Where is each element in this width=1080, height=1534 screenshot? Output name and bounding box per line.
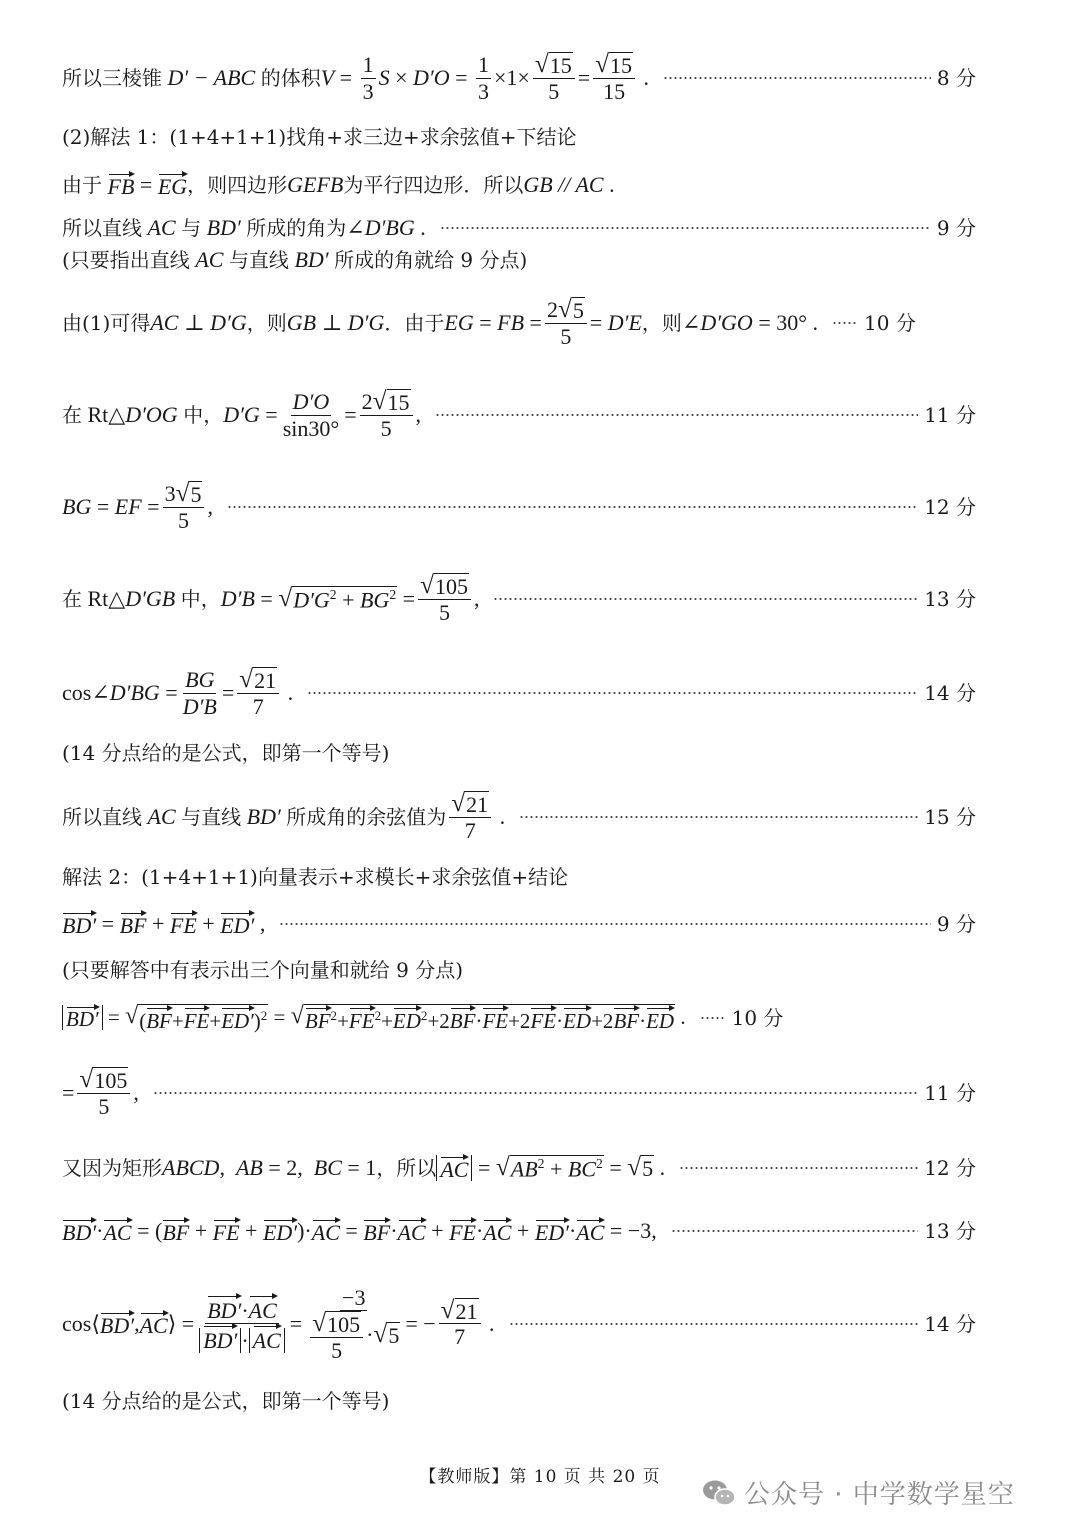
formula: ABCD , AB = 2, BC = 1 xyxy=(162,1155,377,1180)
text: 的体积 xyxy=(260,66,321,90)
line-cos-vector xyxy=(62,1274,976,1374)
leader-dots xyxy=(519,815,918,819)
line-cos xyxy=(62,664,976,722)
formula: EG = FB = 2 √ 5 5 = D′E xyxy=(444,295,642,349)
formula: AC = √ $AB^2 + BC^2$ = √ 5 . xyxy=(436,1155,665,1181)
text: 所以三棱锥 xyxy=(62,66,162,90)
leader-dots xyxy=(279,922,931,926)
line-dg xyxy=(62,386,976,444)
formula: D′B = √ $D'G^2 + BG^2$ = √ 105 5 , xyxy=(220,571,480,625)
score: 10 分 xyxy=(731,1006,784,1030)
formula: BD′ = √ $(BF+FE+ED')^2$ = √ $BF^2+FE^2+ED^2+2BF\cdot FE+2FE\cdot ED+2BF\cdot ED$ . xyxy=(62,1004,686,1032)
score: 8 分 xyxy=(936,66,976,90)
formula: AC xyxy=(142,804,182,829)
leader-dots xyxy=(153,1091,918,1095)
score: 14 分 xyxy=(924,1312,976,1336)
leader-dots xyxy=(832,321,858,325)
text: 中， xyxy=(183,403,224,427)
line-note-9b xyxy=(62,956,976,984)
text: 又因为矩形 xyxy=(62,1156,162,1180)
score: 10 分 xyxy=(864,311,916,335)
text: 中， xyxy=(180,587,221,611)
score: 12 分 xyxy=(924,1156,976,1180)
score: 9 分 xyxy=(936,216,976,240)
text: 与直线 xyxy=(228,248,289,272)
formula: cos⟨ BD′ , AC ⟩ = $\frac{BD'\cdot AC}{BD' \cdot AC}$ = −3 √ 105 5 · √ 5 = − √ 21 7 . xyxy=(62,1285,495,1363)
text: 由(1)可得 xyxy=(62,311,151,335)
watermark-text: 公众号 · 中学数学星空 xyxy=(744,1480,1015,1510)
line-method-1 xyxy=(62,124,976,150)
score: 12 分 xyxy=(924,495,976,519)
wechat-icon xyxy=(702,1479,736,1507)
score: 14 分 xyxy=(924,681,976,705)
text: 由于 xyxy=(62,173,102,197)
line-note-14 xyxy=(62,740,976,766)
text: ，所以 xyxy=(376,1156,437,1180)
line-rectangle xyxy=(62,1148,976,1188)
leader-dots xyxy=(227,505,918,509)
score: 11 分 xyxy=(924,1081,976,1105)
leader-dots xyxy=(663,76,931,80)
method-heading: (2)解法 1：(1+4+1+1)找角+求三边+求余弦值+下结论 xyxy=(62,125,577,149)
watermark xyxy=(702,1474,1015,1511)
line-conclusion xyxy=(62,788,976,846)
formula: GB ⊥ D′G xyxy=(286,310,385,335)
formula: Rt△ D′GB xyxy=(82,586,176,611)
page-footer: 【教师版】第 10 页 共 20 页 xyxy=(419,1467,661,1487)
formula: cos∠ D′BG = $\frac{BG}{D'B}$ = √ 21 7 . xyxy=(62,665,294,719)
leader-dots xyxy=(700,1016,726,1020)
text: ，则 xyxy=(641,311,682,335)
formula: BD′ xyxy=(241,804,287,829)
leader-dots xyxy=(679,1166,918,1170)
text: ，则四边形 xyxy=(187,173,288,197)
line-perp xyxy=(62,294,976,352)
text: ，则 xyxy=(246,311,287,335)
leader-dots xyxy=(493,597,918,601)
text: ．由于 xyxy=(384,311,445,335)
text: 为平行四边形．所以 xyxy=(343,173,524,197)
line-db xyxy=(62,570,976,628)
volume-formula: V = $\frac{1}{3}$ S × D′O = $\frac{1}{3}$ ×1× √ 15 5 = √ 15 15 . xyxy=(320,50,650,104)
score: 13 分 xyxy=(924,587,976,611)
line-modulus xyxy=(62,996,976,1040)
leader-dots xyxy=(440,226,931,230)
leader-dots xyxy=(307,691,918,695)
text: 在 xyxy=(62,403,82,427)
text: 在 xyxy=(62,587,82,611)
note: (14 分点给的是公式，即第一个等号) xyxy=(62,1389,390,1413)
score: 9 分 xyxy=(936,912,976,936)
line-parallelogram: 由于 FB = EG ，则四边形 GEFB 为平行四边形．所以 GB // AC . xyxy=(62,172,615,199)
text: 所以直线 xyxy=(62,216,142,240)
leader-dots xyxy=(671,1229,918,1233)
score: 13 分 xyxy=(924,1219,976,1243)
formula: GEFB xyxy=(287,172,344,197)
formula: BD′ xyxy=(288,247,335,272)
formula: AC xyxy=(142,215,182,240)
text: 与 xyxy=(181,216,202,240)
formula: AC xyxy=(189,247,229,272)
text: 所成的角为 xyxy=(246,216,347,240)
line-bg xyxy=(62,478,976,536)
score: 15 分 xyxy=(924,805,976,829)
text: 所成的角就给 9 分点) xyxy=(334,248,528,272)
formula: Rt△ D′OG xyxy=(82,402,178,427)
text: 与直线 xyxy=(181,805,242,829)
formula: BD′ = BF + FE + ED′ , xyxy=(62,911,266,938)
line-dot-product xyxy=(62,1214,976,1248)
formula: BD′ xyxy=(201,215,247,240)
line-note-14b xyxy=(62,1388,976,1414)
line-modulus-value xyxy=(62,1064,976,1122)
formula: D′ − ABC xyxy=(162,65,261,90)
text: 所以直线 xyxy=(62,805,142,829)
formula: ∠ D′BG . xyxy=(346,215,426,240)
formula: BG = EF = 3 √ 5 5 , xyxy=(62,479,213,533)
formula: ∠ D′GO = 30° . xyxy=(681,310,819,335)
formula: FB = EG xyxy=(107,172,188,199)
note: (14 分点给的是公式，即第一个等号) xyxy=(62,741,390,765)
formula: GB // AC xyxy=(523,172,604,197)
line-note-9 xyxy=(62,246,976,274)
score: 11 分 xyxy=(924,403,976,427)
formula: AC ⊥ D′G xyxy=(150,310,247,335)
formula: = √ 105 5 , xyxy=(62,1065,139,1119)
line-volume xyxy=(62,50,976,106)
formula: √ 21 7 . xyxy=(451,789,506,843)
line-angle xyxy=(62,214,976,242)
leader-dots xyxy=(509,1322,919,1326)
note: (只要解答中有表示出三个向量和就给 9 分点) xyxy=(62,958,464,982)
formula: D′G = $\frac{D'O}{\sin 30^\circ}$ = 2 √ 15 5 , xyxy=(223,387,422,441)
line-vector-sum xyxy=(62,908,976,940)
text: (只要指出直线 xyxy=(62,248,190,272)
text: 所成角的余弦值为 xyxy=(286,805,447,829)
leader-dots xyxy=(435,413,918,417)
line-method-2 xyxy=(62,864,976,890)
method-heading: 解法 2：(1+4+1+1)向量表示+求模长+求余弦值+结论 xyxy=(62,865,569,889)
formula: BD′ · AC = ( BF + FE + ED′ )· AC = BF · AC + FE · AC + ED′ · AC = −3, xyxy=(62,1218,657,1245)
